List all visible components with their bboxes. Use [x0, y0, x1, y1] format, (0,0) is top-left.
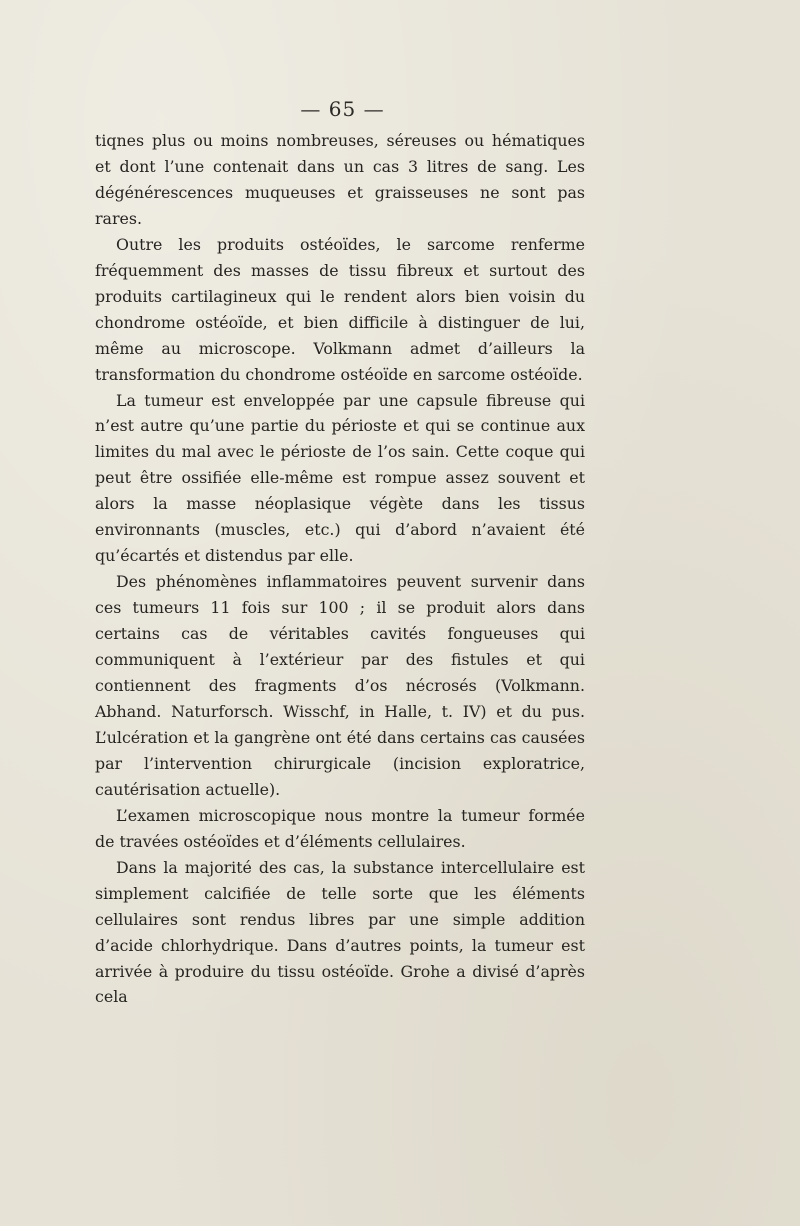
paragraph: Des phénomènes inflammatoires peuvent survenir dans ces tumeurs 11 fois sur 100 ; il se produit alors dans certains cas de véritables cavités fongueuses qui communiquent à l’extérieur par des fistules et qui contiennent des fragments d’os nécrosés (Volkmann. Abhand. Naturforsch. Wisschf, in Halle, t. IV) et du pus. L’ulcération et la gangrène ont été dans certains cas causées par l’intervention chirurgicale (incision exploratrice, cautérisation actuelle). — [95, 572, 585, 799]
paragraph: Outre les produits ostéoïdes, le sarcome renferme fréquemment des masses de tissu fibreux et surtout des produits cartilagineux qui le rendent alors bien voisin du chondrome ostéoïde, et bien difficile à distinguer de lui, même au microscope. Volkmann admet d’ailleurs la transformation du chondrome ostéoïde en sarcome ostéoïde. — [95, 234, 585, 384]
paragraph: La tumeur est enveloppée par une capsule fibreuse qui n’est autre qu’une partie du périoste et qui se continue aux limites du mal avec le périoste de l’os sain. Cette coque qui peut être ossifiée elle-même est rompue assez souvent et alors la masse néoplasique végète dans les tissus environnants (muscles, etc.) qui d’abord n’avaient été qu’écartés et distendus par elle. — [95, 390, 585, 566]
page-number: — 65 — — [300, 97, 385, 121]
paragraph: L’examen microscopique nous montre la tumeur formée de travées ostéoïdes et d’éléments cellulaires. — [95, 805, 585, 851]
paragraph: tiqnes plus ou moins nombreuses, séreuses ou hématiques et dont l’une contenait dans un cas 3 litres de sang. Les dégénérescences muqueuses et graisseuses ne sont pas rares. — [95, 131, 585, 228]
body-text — [95, 128, 585, 1010]
paragraph: Dans la majorité des cas, la substance intercellulaire est simplement calcifiée de telle sorte que les éléments cellulaires sont rendus libres par une simple addition d’acide chlorhydrique. Dans d’autres points, la tumeur est arrivée à produire du tissu ostéoïde. Grohe a divisé d’après cela — [95, 857, 585, 1007]
